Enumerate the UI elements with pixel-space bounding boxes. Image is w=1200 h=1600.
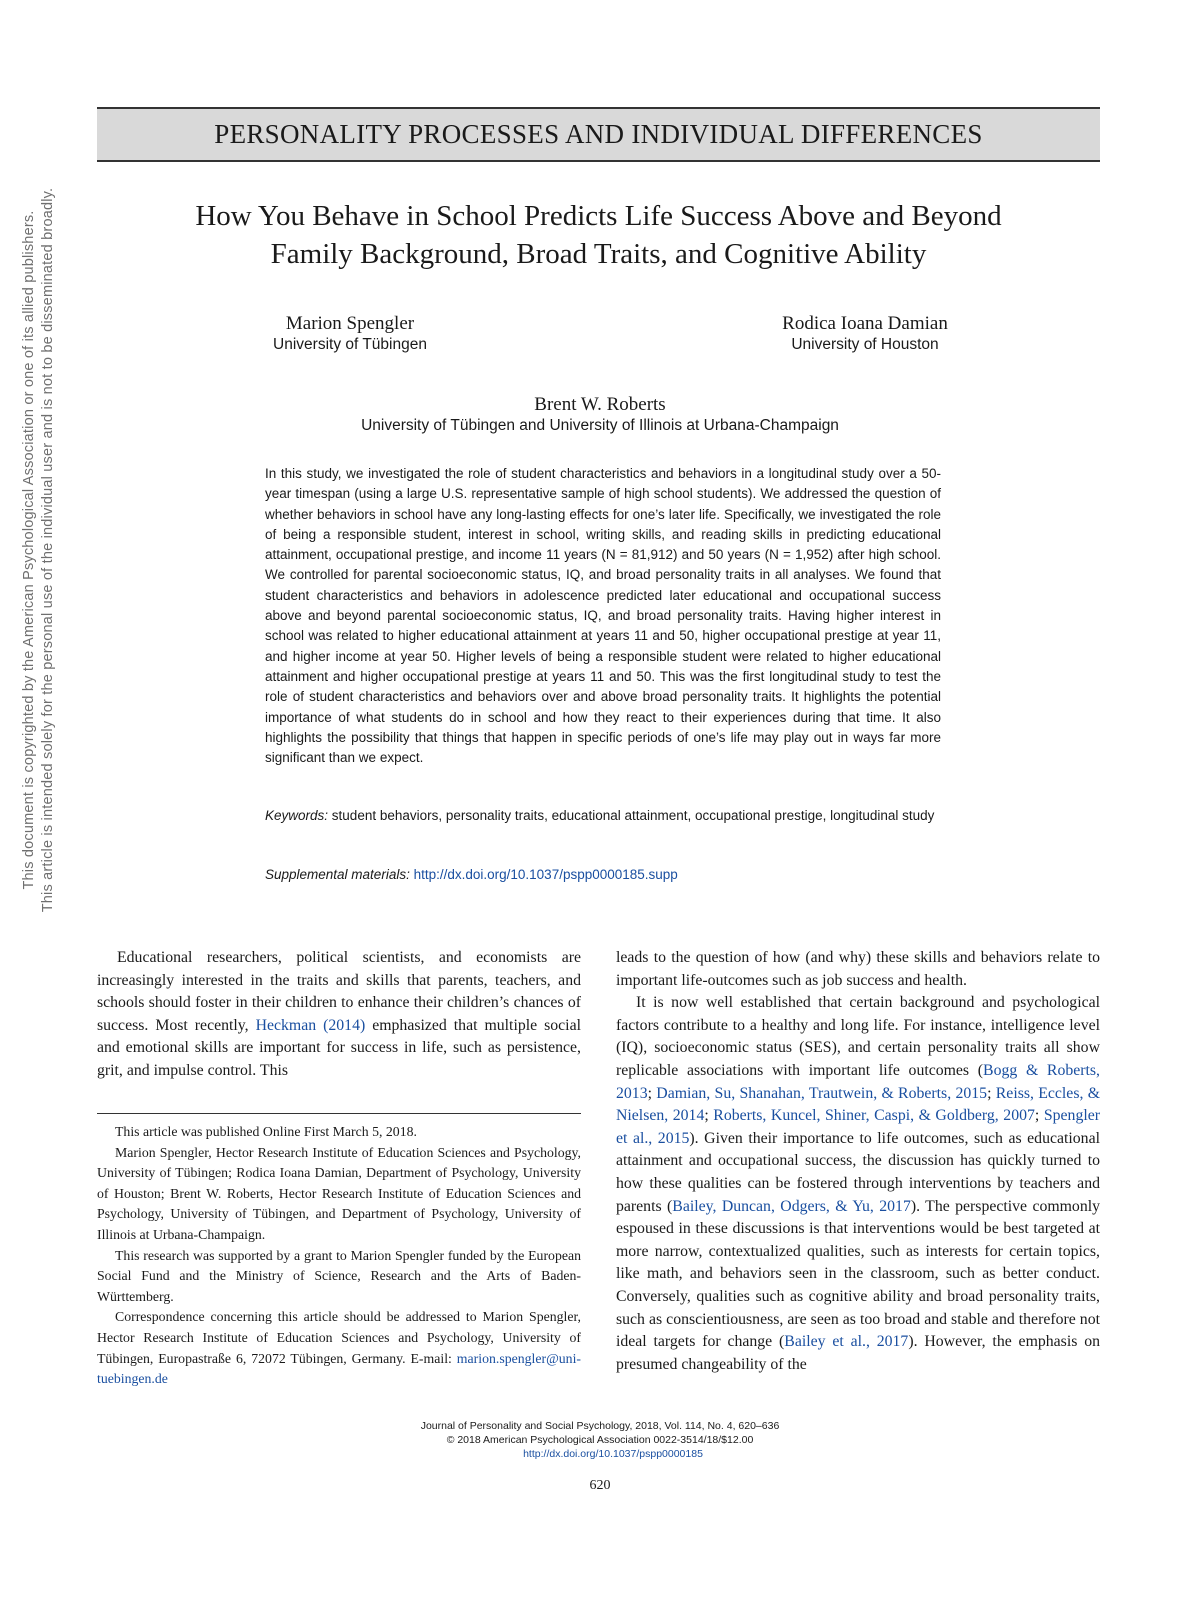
text-run: ). However, the emphasis on presumed changeability of the xyxy=(616,1333,1100,1373)
author-affiliation: University of Tübingen and University of Illinois at Urbana-Champaign xyxy=(361,417,839,434)
body-column-right xyxy=(616,947,1100,1376)
section-header: PERSONALITY PROCESSES AND INDIVIDUAL DIFFERENCES xyxy=(214,119,983,149)
doi-link[interactable]: http://dx.doi.org/10.1037/pspp0000185 xyxy=(523,1448,703,1460)
supplemental-link[interactable]: http://dx.doi.org/10.1037/pspp0000185.supp xyxy=(413,867,678,882)
text-run: It is now well established that certain background and psychological factors contribute to a healthy and long life. For instance, intelligence level (IQ), socioeconomic status (SES), and certain personality traits all show replicable associations with important life outcomes ( xyxy=(616,994,1100,1079)
text-run: Correspondence concerning this article should be addressed to Marion Spengler, Hector Research Institute of Education Sciences and Psychology, University of Tübingen, Europastraße 6, 72072 Tübingen, Germany. E-mail: xyxy=(97,1309,581,1366)
journal-footer xyxy=(200,1419,1000,1461)
body-column-left xyxy=(97,947,581,1083)
text-run: emphasized that multiple social and emotional skills are important for success in life, such as persistence, grit, and impulse control. This xyxy=(97,1016,581,1079)
author-roberts xyxy=(280,394,920,436)
author-spengler xyxy=(230,313,470,355)
author-affiliation: University of Houston xyxy=(791,336,939,353)
section-header-bar xyxy=(97,107,1100,162)
author-affiliation: University of Tübingen xyxy=(273,336,427,353)
footnote-divider xyxy=(97,1113,581,1114)
title-line-1: How You Behave in School Predicts Life Success Above and Beyond xyxy=(195,200,1002,232)
text-run: ; xyxy=(704,1107,714,1125)
body-paragraph xyxy=(616,992,1100,1376)
title-line-2: Family Background, Broad Traits, and Cognitive Ability xyxy=(270,238,927,270)
author-name: Marion Spengler xyxy=(285,313,415,334)
citation-link[interactable]: Spengler et al., 2015 xyxy=(616,1107,1100,1147)
copyright-text: © 2018 American Psychological Association 0022-3514/18/$12.00 xyxy=(446,1434,754,1446)
citation-link[interactable]: Reiss, Eccles, & Nielsen, 2014 xyxy=(616,1084,1101,1125)
citation-link[interactable]: Bailey et al., 2017 xyxy=(784,1333,909,1351)
citation-link[interactable]: Roberts, Kuncel, Shiner, Caspi, & Goldberg, 2007 xyxy=(713,1107,1035,1125)
copyright-side-notice xyxy=(20,100,58,1000)
body-paragraph: leads to the question of how (and why) these skills and behaviors relate to important life-outcomes such as job success and health. xyxy=(616,949,1100,989)
footnote-correspondence xyxy=(97,1307,581,1389)
supplemental-materials xyxy=(265,865,941,885)
author-damian xyxy=(750,313,980,355)
journal-citation: Journal of Personality and Social Psychology, 2018, Vol. 114, No. 4, 620–636 xyxy=(420,1420,780,1432)
keywords-text: student behaviors, personality traits, educational attainment, occupational prestige, longitudinal study xyxy=(331,808,935,823)
body-paragraph xyxy=(97,947,581,1083)
text-run: ; xyxy=(1034,1107,1044,1125)
side-notice-line-1: This document is copyrighted by the American Psychological Association or one of its allied publishers. xyxy=(21,210,37,890)
footnote-published: This article was published Online First March 5, 2018. xyxy=(115,1124,417,1139)
text-run: Educational researchers, political scientists, and economists are increasingly interested in the traits and skills that parents, teachers, and schools should foster in their children to enhance their children’s chances of success. Most recently, xyxy=(97,949,581,1034)
citation-link[interactable]: Damian, Su, Shanahan, Trautwein, & Roberts, 2015 xyxy=(656,1084,988,1102)
citation-link[interactable]: Bailey, Duncan, Odgers, & Yu, 2017 xyxy=(672,1197,911,1215)
side-notice-line-2: This article is intended solely for the personal use of the individual user and is not to be disseminated broadly. xyxy=(40,187,56,913)
text-run: ; xyxy=(647,1084,657,1102)
text-run: ). The perspective commonly espoused in these discussions is that interventions would be best targeted at more narrow, contextualized qualities, such as interests for certain topics, like math, and behaviors seen in the classroom, such as better conduct. Conversely, qualities such as cognitive ability and broad personality traits, such as conscientiousness, are seen as too broad and stable and therefore not ideal targets for change ( xyxy=(616,1197,1101,1351)
footnotes xyxy=(97,1122,581,1390)
footnote-funding: This research was supported by a grant to Marion Spengler funded by the European Social Fund and the Ministry of Science, Research and the Arts of Baden-Württemberg. xyxy=(97,1247,581,1304)
footnote-affiliations: Marion Spengler, Hector Research Institute of Education Sciences and Psychology, University of Tübingen; Rodica Ioana Damian, Department of Psychology, University of Houston; Brent W. Roberts, Hector Research Institute of Education Sciences and Psychology, University of Tübingen, and Department of Psychology, University of Illinois at Urbana-Champaign. xyxy=(97,1144,581,1242)
supplemental-label: Supplemental materials: xyxy=(265,867,410,882)
text-run: ). Given their importance to life outcomes, such as educational attainment and occupational success, the discussion has quickly turned to how these qualities can be fostered through interventions by teachers and parents ( xyxy=(616,1129,1100,1215)
text-run: ; xyxy=(987,1084,996,1102)
email-link[interactable]: marion.spengler@uni-tuebingen.de xyxy=(97,1350,581,1387)
journal-copyright-line xyxy=(200,1433,1000,1461)
page-number: 620 xyxy=(589,1478,611,1493)
author-name: Brent W. Roberts xyxy=(534,394,666,415)
article-title xyxy=(97,197,1100,273)
citation-link[interactable]: Heckman (2014) xyxy=(255,1016,366,1034)
keywords-label: Keywords: xyxy=(265,808,329,823)
author-name: Rodica Ioana Damian xyxy=(782,313,948,334)
keywords xyxy=(265,806,941,826)
citation-link[interactable]: Bogg & Roberts, 2013 xyxy=(616,1061,1100,1102)
abstract: In this study, we investigated the role of student characteristics and behaviors in a longitudinal study over a 50-year timespan (using a large U.S. representative sample of high school students). We addressed the question of whether behaviors in school have any long-lasting effects for one’s later life. Specifically, we investigated the role of being a responsible student, interest in school, writing skills, and reading skills in predicting educational attainment, occupational prestige, and income 11 years (N = 81,912) and 50 years (N = 1,952) after high school. We controlled for parental socioeconomic status, IQ, and broad personality traits in all analyses. We found that student characteristics and behaviors in adolescence predicted later educational and occupational success above and beyond parental socioeconomic status, IQ, and broad personality traits. Having higher interest in school was related to higher educational attainment at years 11 and 50, higher occupational prestige at year 11, and higher income at year 50. Higher levels of being a responsible student were related to higher educational attainment and higher occupational prestige at years 11 and 50. This was the first longitudinal study to test the role of student characteristics and behaviors over and above broad personality traits. It highlights the potential importance of what students do in school and how they react to their experiences during that time. It also highlights the possibility that things that happen in specific periods of one’s life may play out in ways far more significant than we expect. xyxy=(265,466,941,766)
